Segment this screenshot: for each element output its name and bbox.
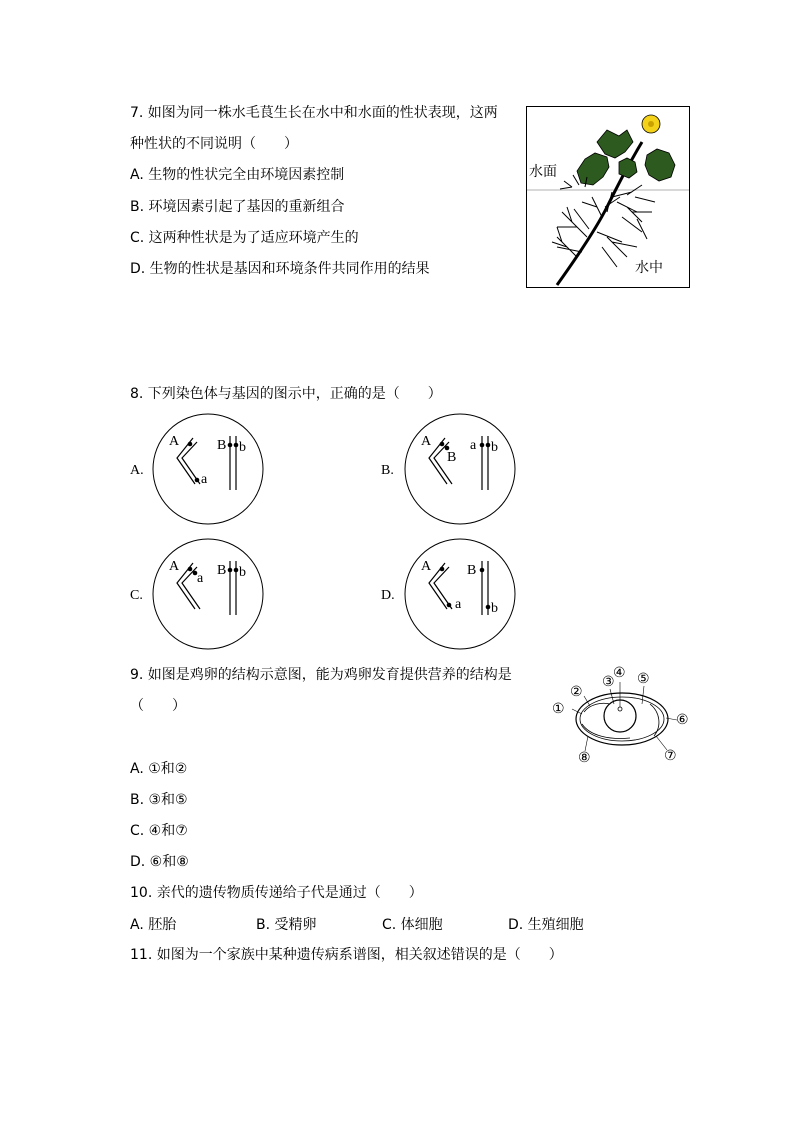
q10-stem: 10. 亲代的遗传物质传递给子代是通过（ ） <box>130 885 423 901</box>
q10-option-c: C. 体细胞 <box>382 917 443 933</box>
q9-option-d: D. ⑥和⑧ <box>130 854 189 870</box>
q9-option-c: C. ④和⑦ <box>130 823 188 839</box>
underwater-label: 水中 <box>635 257 663 277</box>
q10-option-a: A. 胚胎 <box>130 917 177 933</box>
q7-option-b: B. 环境因素引起了基因的重新组合 <box>130 199 345 215</box>
plant-illustration <box>527 107 689 287</box>
flower-icon <box>642 115 660 133</box>
q9-option-a: A. ①和② <box>130 761 188 777</box>
q7-stem-line2: 种性状的不同说明（ ） <box>130 136 298 152</box>
q8-stem: 8. 下列染色体与基因的图示中，正确的是（ ） <box>130 386 442 402</box>
q8-option-d-figure: A a B b <box>403 537 517 651</box>
q7-option-a: A. 生物的性状完全由环境因素控制 <box>130 167 345 183</box>
q9-stem-line2: （ ） <box>130 698 186 714</box>
q10-option-b: B. 受精卵 <box>256 917 317 933</box>
q9-option-b: B. ③和⑤ <box>130 792 188 808</box>
q8-option-a-label: A. <box>130 463 144 478</box>
q10-option-d: D. 生殖细胞 <box>508 917 584 933</box>
q7-plant-figure <box>526 106 690 288</box>
q8-option-b-label: B. <box>381 463 394 478</box>
q9-egg-figure: ① ② ③ ④ ⑤ ⑥ ⑦ ⑧ <box>552 666 689 766</box>
q8-option-c-label: C. <box>130 588 143 603</box>
water-surface-label: 水面 <box>529 161 557 181</box>
q7-option-c: C. 这两种性状是为了适应环境产生的 <box>130 230 359 246</box>
q8-option-c-figure: A a B b <box>151 537 265 651</box>
q7-stem-line1: 7. 如图为同一株水毛茛生长在水中和水面的性状表现，这两 <box>130 105 498 121</box>
q8-option-b-figure: A B a b <box>403 412 517 526</box>
q7-option-d: D. 生物的性状是基因和环境条件共同作用的结果 <box>130 261 430 277</box>
q8-option-a-figure: A a B b <box>151 412 265 526</box>
q8-option-d-label: D. <box>381 588 395 603</box>
q11-stem: 11. 如图为一个家族中某种遗传病系谱图，相关叙述错误的是（ ） <box>130 947 563 963</box>
q9-stem-line1: 9. 如图是鸡卵的结构示意图，能为鸡卵发育提供营养的结构是 <box>130 667 512 683</box>
